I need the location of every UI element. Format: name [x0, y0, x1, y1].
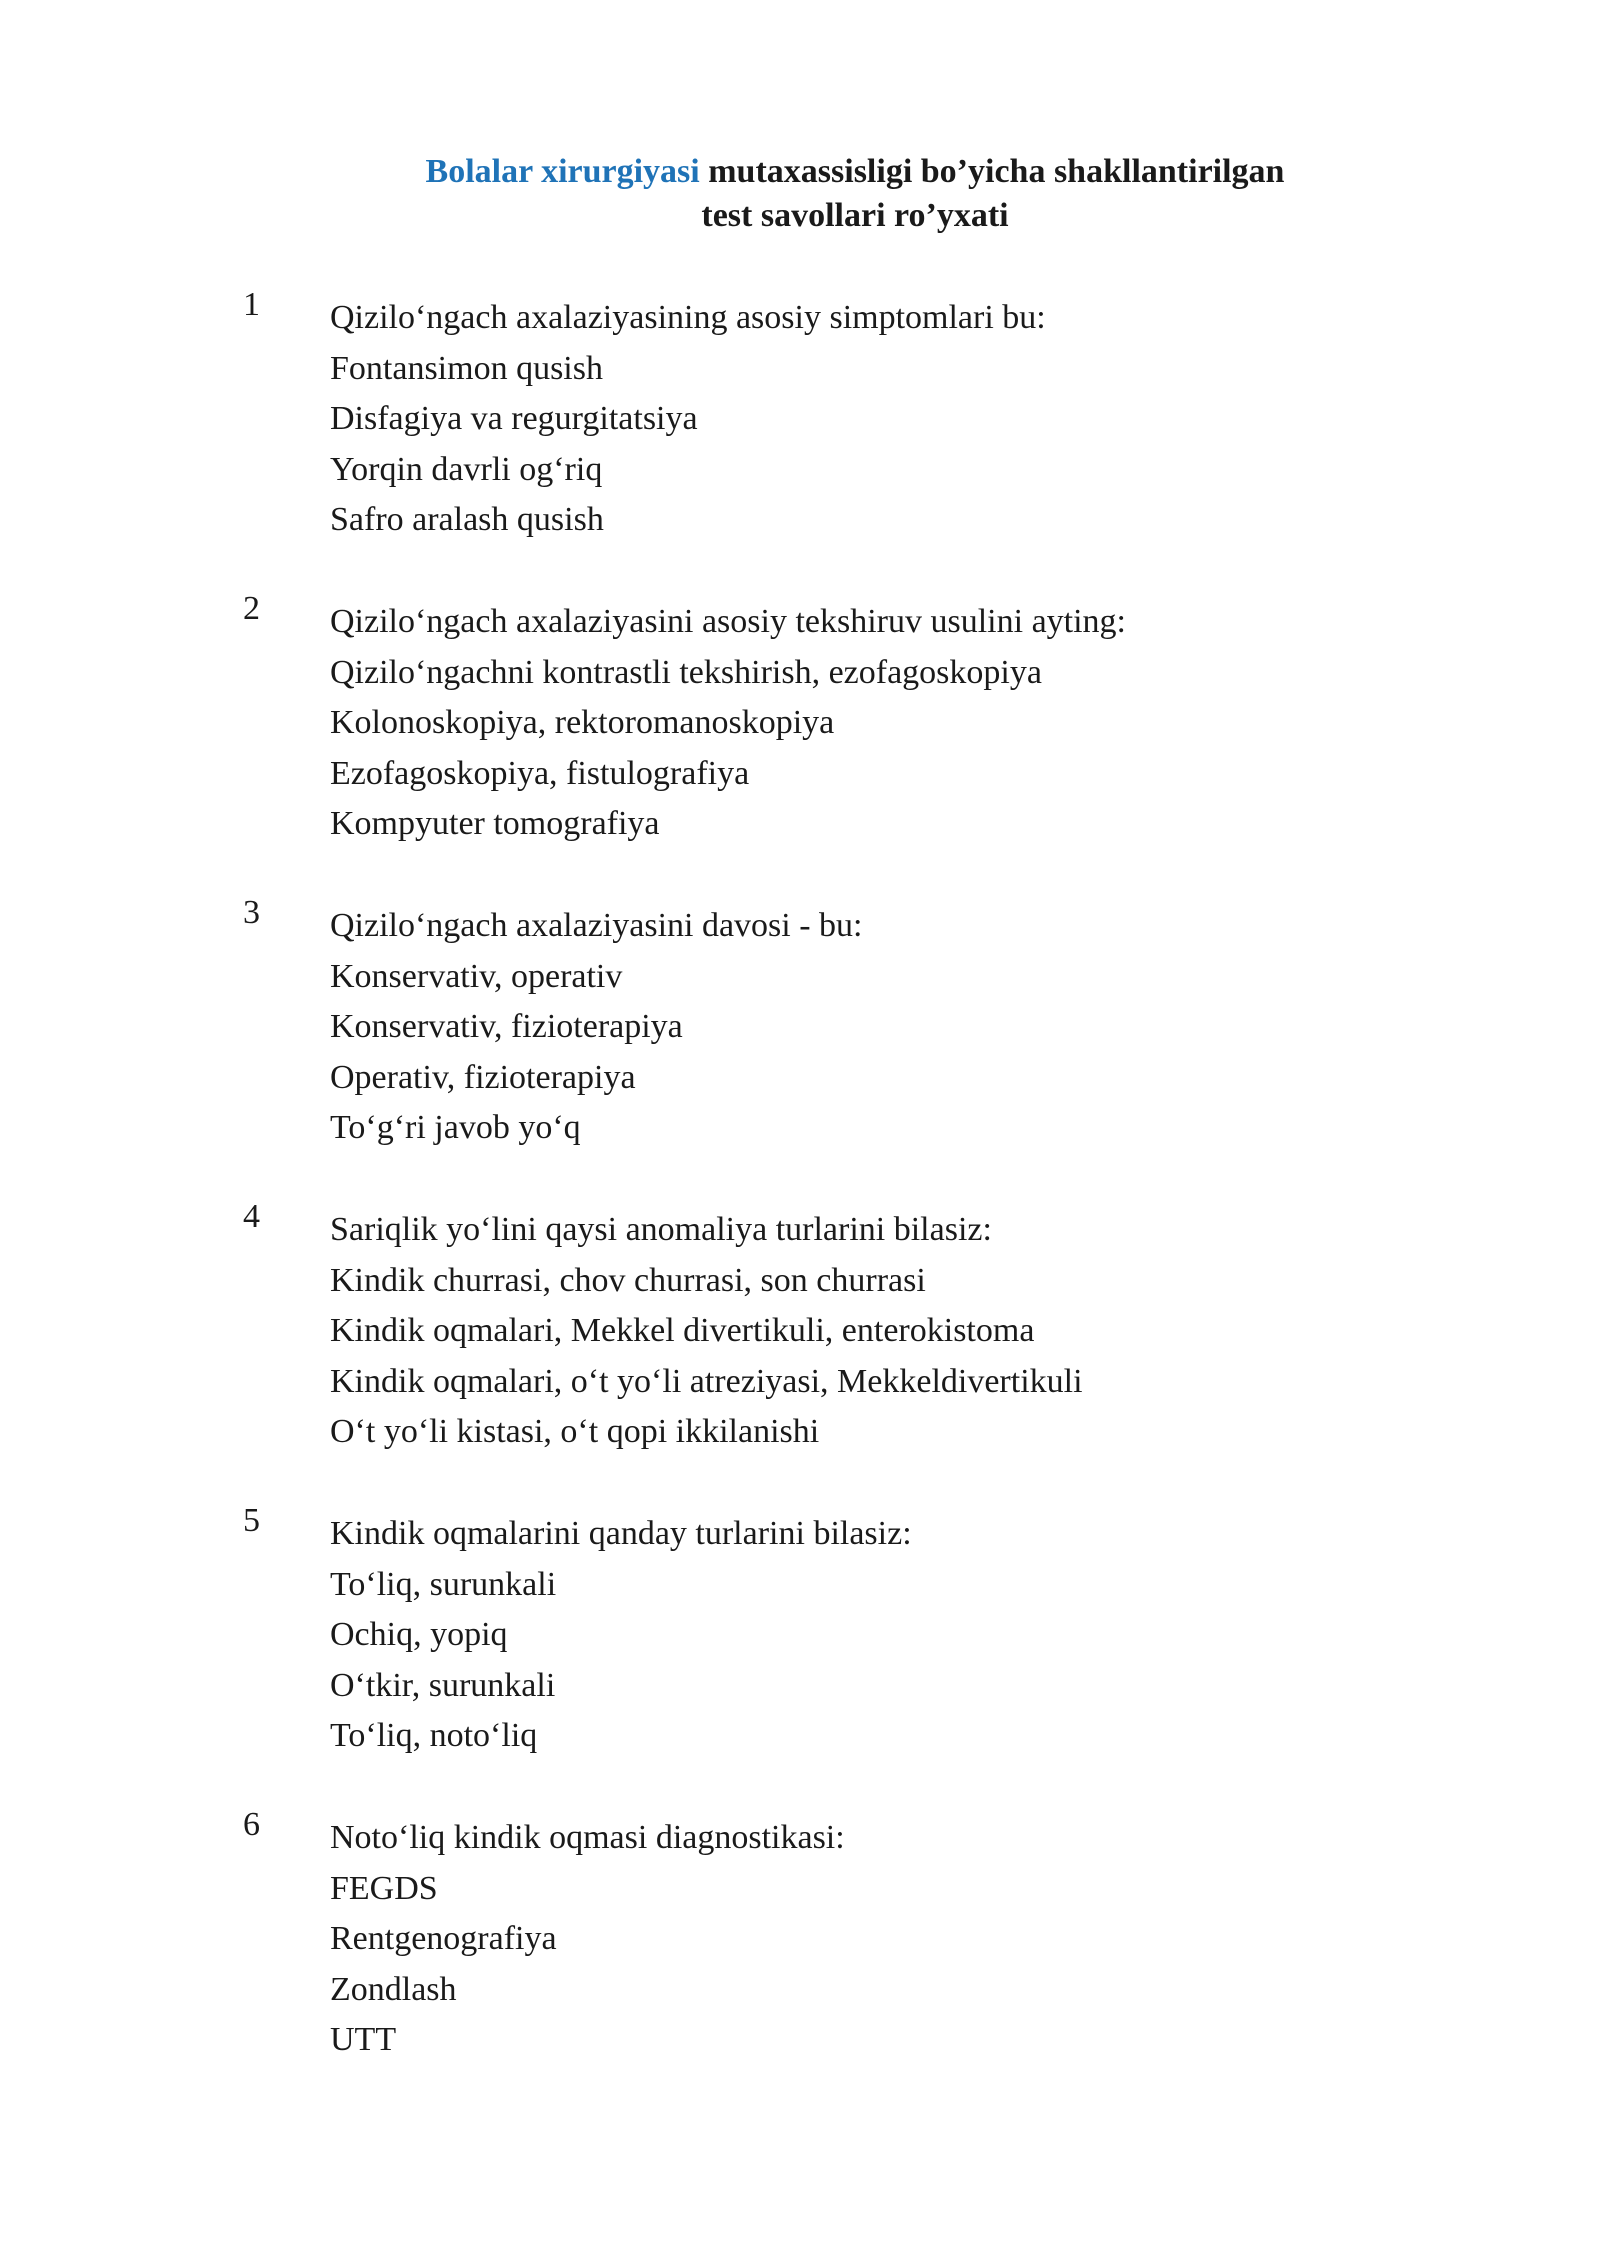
question-text: Noto‘liq kindik oqmasi diagnostikasi:	[330, 1819, 845, 1856]
answer-option: Safro aralash qusish	[330, 501, 604, 538]
question-body	[330, 285, 1046, 546]
question-5	[0, 1501, 1600, 1805]
answer-option: Kindik oqmalari, o‘t yo‘li atreziyasi, Mekkeldivertikuli	[330, 1362, 1083, 1400]
title-accent: Bolalar xirurgiyasi	[425, 153, 700, 190]
question-body	[330, 893, 863, 1154]
answer-option: Rentgenografiya	[330, 1920, 557, 1957]
question-2	[0, 589, 1600, 893]
document-title	[0, 150, 1600, 238]
answer-option: To‘g‘ri javob yo‘q	[330, 1109, 581, 1146]
question-4	[0, 1197, 1600, 1501]
answer-option: O‘t yo‘li kistasi, o‘t qopi ikkilanishi	[330, 1413, 820, 1450]
question-list	[0, 285, 1600, 2109]
question-body	[330, 1197, 1083, 1458]
question-text: Qizilo‘ngach axalaziyasini davosi - bu:	[330, 907, 863, 944]
answer-option: Kindik oqmalari, Mekkel divertikuli, enterokistoma	[330, 1312, 1035, 1349]
question-number: 2	[243, 590, 260, 627]
question-body	[330, 589, 1126, 850]
answer-option: Fontansimon qusish	[330, 349, 603, 387]
answer-option: To‘liq, surunkali	[330, 1565, 557, 1603]
answer-option: Kolonoskopiya, rektoromanoskopiya	[330, 704, 835, 741]
question-number: 5	[243, 1502, 260, 1539]
title-line-1	[110, 150, 1600, 194]
answer-option: Kompyuter tomografiya	[330, 805, 660, 842]
answer-option: Yorqin davrli og‘riq	[330, 450, 603, 488]
question-number: 6	[243, 1806, 260, 1843]
answer-option: O‘tkir, surunkali	[330, 1666, 556, 1704]
answer-option: UTT	[330, 2021, 397, 2058]
answer-option: Ezofagoskopiya, fistulografiya	[330, 754, 750, 792]
question-number: 1	[243, 286, 260, 323]
question-body	[330, 1501, 912, 1762]
answer-option: FEGDS	[330, 1869, 438, 1907]
question-text: Kindik oqmalarini qanday turlarini bilasiz:	[330, 1515, 912, 1552]
answer-option: Konservativ, operativ	[330, 957, 623, 995]
answer-option: Ochiq, yopiq	[330, 1616, 508, 1653]
answer-option: Zondlash	[330, 1970, 457, 2008]
question-body	[330, 1805, 845, 2066]
question-6	[0, 1805, 1600, 2109]
title-rest: mutaxassisligi bo’yicha shakllantirilgan	[699, 153, 1285, 190]
answer-option: Disfagiya va regurgitatsiya	[330, 400, 698, 437]
question-3	[0, 893, 1600, 1197]
question-number: 3	[243, 894, 260, 931]
question-text: Qizilo‘ngach axalaziyasini asosiy tekshiruv usulini ayting:	[330, 603, 1126, 640]
question-text: Qizilo‘ngach axalaziyasining asosiy simptomlari bu:	[330, 299, 1046, 336]
question-number: 4	[243, 1198, 260, 1235]
answer-option: Kindik churrasi, chov churrasi, son churrasi	[330, 1261, 926, 1299]
answer-option: Operativ, fizioterapiya	[330, 1058, 636, 1096]
title-line-2: test savollari ro’yxati	[701, 197, 1009, 234]
answer-option: To‘liq, noto‘liq	[330, 1717, 538, 1754]
answer-option: Qizilo‘ngachni kontrastli tekshirish, ezofagoskopiya	[330, 653, 1042, 691]
question-1	[0, 285, 1600, 589]
question-text: Sariqlik yo‘lini qaysi anomaliya turlarini bilasiz:	[330, 1211, 992, 1248]
answer-option: Konservativ, fizioterapiya	[330, 1008, 683, 1045]
